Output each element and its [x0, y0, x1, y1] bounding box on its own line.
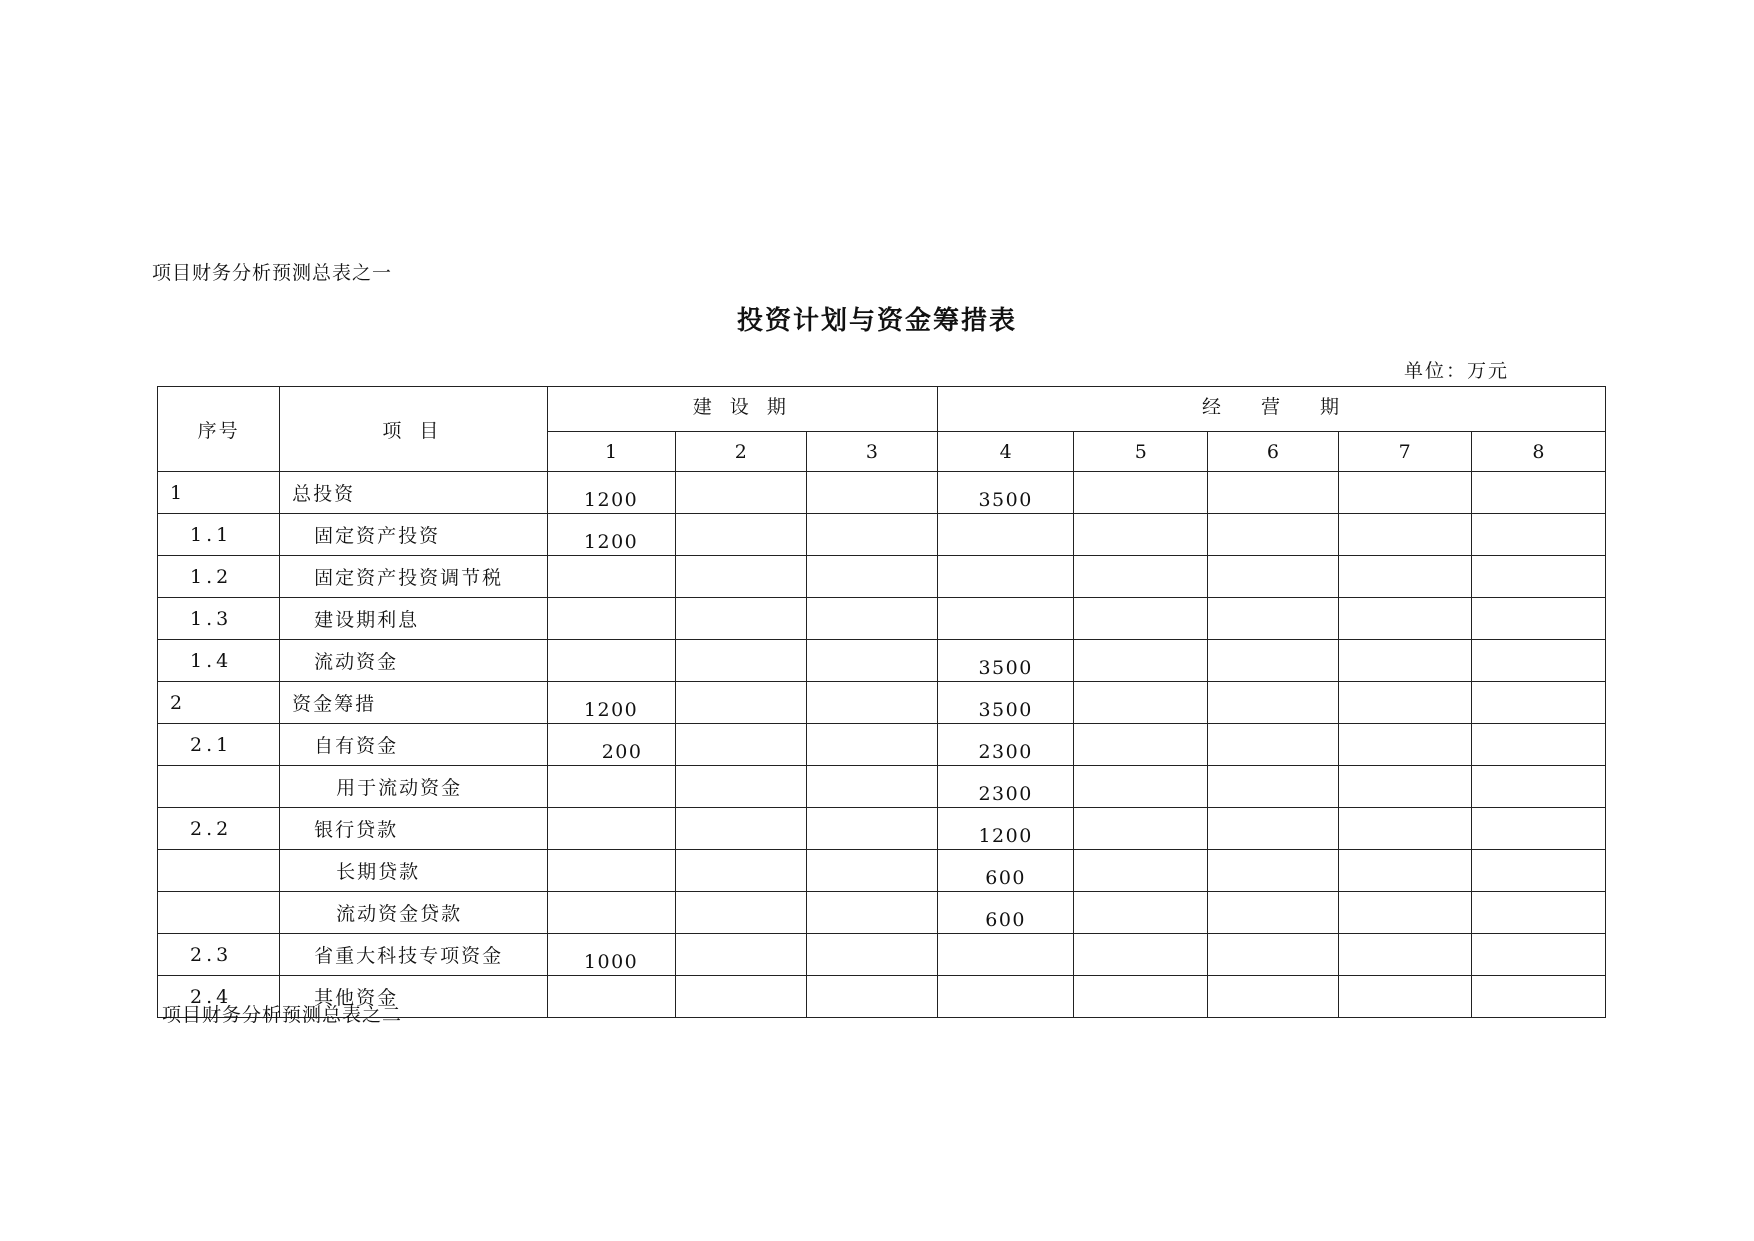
table-row [158, 850, 1606, 892]
row-value [1208, 850, 1338, 892]
row-item: 资金筹措 [280, 682, 547, 724]
row-value [1074, 472, 1208, 514]
row-value [806, 598, 937, 640]
row-value [675, 640, 806, 682]
row-value [1471, 598, 1605, 640]
row-value [1074, 892, 1208, 934]
row-value [1074, 556, 1208, 598]
row-value [1208, 472, 1338, 514]
row-value [547, 598, 675, 640]
table-row [158, 766, 1606, 808]
table-row [158, 892, 1606, 934]
row-value [547, 640, 675, 682]
header-operation-period: 经 营 期 [938, 387, 1606, 432]
row-value [675, 766, 806, 808]
row-value [1471, 808, 1605, 850]
period-number: 7 [1338, 432, 1471, 472]
row-item: 银行贷款 [280, 808, 547, 850]
row-value: 1200 [547, 472, 675, 514]
row-value: 600 [938, 850, 1074, 892]
row-value [1338, 724, 1471, 766]
row-item: 建设期利息 [280, 598, 547, 640]
row-value: 3500 [938, 472, 1074, 514]
row-value: 1000 [547, 934, 675, 976]
row-value: 1200 [938, 808, 1074, 850]
row-value [806, 766, 937, 808]
row-value [806, 724, 937, 766]
row-seq: 1.4 [158, 640, 280, 682]
table-row [158, 640, 1606, 682]
period-number: 5 [1074, 432, 1208, 472]
row-value [1074, 514, 1208, 556]
table-row [158, 472, 1606, 514]
row-value [1074, 682, 1208, 724]
row-seq [158, 892, 280, 934]
table-row [158, 556, 1606, 598]
row-value [1338, 514, 1471, 556]
period-number: 6 [1208, 432, 1338, 472]
row-value [806, 682, 937, 724]
row-value: 2300 [938, 724, 1074, 766]
row-value [675, 934, 806, 976]
row-value [806, 934, 937, 976]
row-value [806, 472, 937, 514]
row-value [1338, 808, 1471, 850]
row-value: 1200 [547, 682, 675, 724]
row-value [1471, 724, 1605, 766]
header-seq: 序号 [158, 387, 280, 472]
row-value: 200 [547, 724, 675, 766]
unit-label: 单位：万元 [1404, 360, 1510, 382]
row-value [547, 850, 675, 892]
investment-plan-table [157, 386, 1606, 1018]
row-seq: 1.1 [158, 514, 280, 556]
row-item: 长期贷款 [280, 850, 547, 892]
row-value [1074, 598, 1208, 640]
row-value: 2300 [938, 766, 1074, 808]
row-seq: 1.3 [158, 598, 280, 640]
period-number: 2 [675, 432, 806, 472]
row-seq: 2.1 [158, 724, 280, 766]
row-value [1338, 934, 1471, 976]
row-value [1471, 850, 1605, 892]
header-construction-period: 建 设 期 [547, 387, 938, 432]
row-value [1338, 850, 1471, 892]
row-value [1208, 640, 1338, 682]
table-row [158, 808, 1606, 850]
row-value [1074, 850, 1208, 892]
row-value [1338, 976, 1471, 1018]
row-value [675, 892, 806, 934]
row-value [1471, 766, 1605, 808]
row-item: 自有资金 [280, 724, 547, 766]
row-value [547, 556, 675, 598]
period-number: 1 [547, 432, 675, 472]
row-value [938, 556, 1074, 598]
row-value [806, 850, 937, 892]
period-number: 8 [1471, 432, 1605, 472]
row-value [675, 976, 806, 1018]
row-value: 3500 [938, 682, 1074, 724]
row-value [806, 640, 937, 682]
row-value [1471, 976, 1605, 1018]
row-value [1074, 724, 1208, 766]
row-value [1208, 766, 1338, 808]
row-seq: 2.3 [158, 934, 280, 976]
row-value [675, 724, 806, 766]
document-title: 投资计划与资金筹措表 [736, 306, 1017, 336]
row-value [547, 766, 675, 808]
row-value [675, 556, 806, 598]
row-seq: 2 [158, 682, 280, 724]
row-value [806, 976, 937, 1018]
row-item: 总投资 [280, 472, 547, 514]
row-value: 1200 [547, 514, 675, 556]
row-item: 省重大科技专项资金 [280, 934, 547, 976]
row-value [938, 514, 1074, 556]
row-value [1208, 724, 1338, 766]
row-value [1208, 892, 1338, 934]
row-seq: 2.2 [158, 808, 280, 850]
row-value [806, 892, 937, 934]
table-row [158, 934, 1606, 976]
row-value [547, 976, 675, 1018]
row-value [1208, 514, 1338, 556]
table-row [158, 724, 1606, 766]
row-value [1208, 682, 1338, 724]
row-value [1208, 598, 1338, 640]
row-item: 固定资产投资 [280, 514, 547, 556]
row-value: 3500 [938, 640, 1074, 682]
row-value [675, 598, 806, 640]
row-value [675, 514, 806, 556]
row-value [1074, 766, 1208, 808]
row-value [938, 598, 1074, 640]
period-number: 3 [806, 432, 937, 472]
caption-bottom: 项目财务分析预测总表之二 [162, 1004, 403, 1026]
row-value [1338, 472, 1471, 514]
row-value [1471, 682, 1605, 724]
row-item: 用于流动资金 [280, 766, 547, 808]
row-value [1074, 808, 1208, 850]
row-seq: 2.4 [158, 976, 280, 1018]
row-value [1208, 976, 1338, 1018]
caption-top: 项目财务分析预测总表之一 [152, 262, 393, 284]
row-item: 流动资金 [280, 640, 547, 682]
row-value [1338, 892, 1471, 934]
row-item: 固定资产投资调节税 [280, 556, 547, 598]
row-value [675, 808, 806, 850]
row-value [938, 976, 1074, 1018]
row-value [1208, 934, 1338, 976]
row-seq: 1.2 [158, 556, 280, 598]
row-value [1471, 556, 1605, 598]
row-value [675, 850, 806, 892]
row-value [1471, 472, 1605, 514]
row-value [1471, 514, 1605, 556]
row-value [1074, 934, 1208, 976]
table-row [158, 598, 1606, 640]
header-item: 项 目 [280, 387, 547, 472]
row-value [1338, 766, 1471, 808]
row-value [675, 682, 806, 724]
row-value [806, 514, 937, 556]
row-item: 其他资金 [280, 976, 547, 1018]
row-value [547, 892, 675, 934]
row-value [1338, 556, 1471, 598]
row-seq [158, 766, 280, 808]
row-value [1074, 640, 1208, 682]
table-row [158, 682, 1606, 724]
period-number: 4 [938, 432, 1074, 472]
row-value [675, 472, 806, 514]
row-item: 流动资金贷款 [280, 892, 547, 934]
row-value [1208, 808, 1338, 850]
row-value [547, 808, 675, 850]
row-value [806, 556, 937, 598]
row-value [1338, 598, 1471, 640]
row-value [1074, 976, 1208, 1018]
header-row [158, 387, 1606, 432]
row-value [1471, 640, 1605, 682]
row-value [938, 934, 1074, 976]
row-value: 600 [938, 892, 1074, 934]
row-value [1338, 640, 1471, 682]
row-seq [158, 850, 280, 892]
row-value [1338, 682, 1471, 724]
row-value [806, 808, 937, 850]
row-value [1471, 934, 1605, 976]
row-seq: 1 [158, 472, 280, 514]
table-row [158, 514, 1606, 556]
row-value [1208, 556, 1338, 598]
row-value [1471, 892, 1605, 934]
